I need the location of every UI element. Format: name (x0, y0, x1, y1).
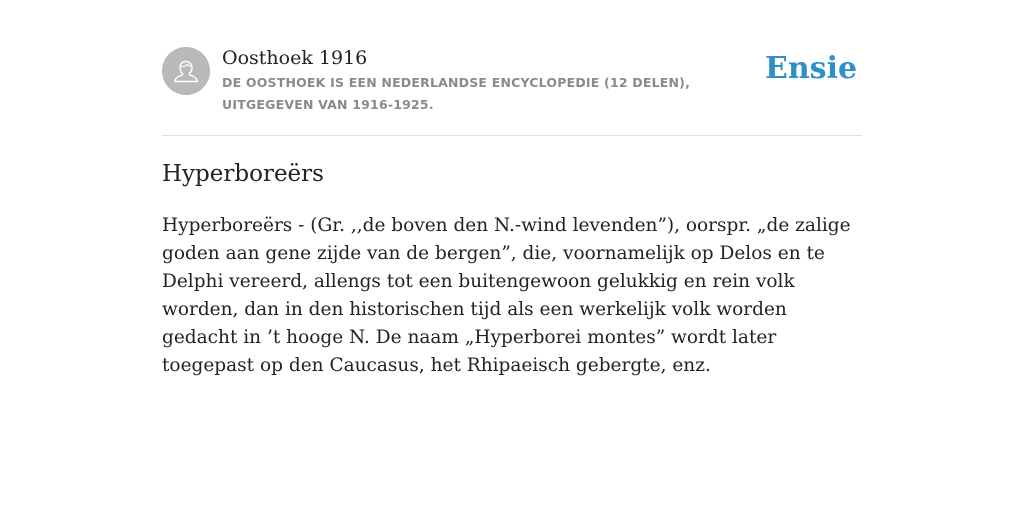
source-avatar[interactable] (162, 47, 210, 95)
source-header (162, 0, 862, 136)
entry-body: Hyperboreërs - (Gr. ,,de boven den N.-wind levenden”), oorspr. „de zalige goden aan gene zijde van de bergen”, die, voornamelijk op Delos en te Delphi vereerd, allengs tot een buitengewoon gelukkig en rein volk worden, dan in den historischen tijd als een werkelijk volk worden gedacht in ’t hooge N. De naam „Hyperborei montes” wordt later toegepast op den Caucasus, het Rhipaeisch gebergte, enz. (162, 215, 851, 376)
source-description: DE OOSTHOEK IS EEN NEDERLANDSE ENCYCLOPEDIE (12 DELEN), UITGEGEVEN VAN 1916-1925. (222, 75, 691, 112)
user-silhouette-icon (162, 47, 210, 95)
ensie-logo[interactable]: Ensie (765, 51, 858, 86)
source-title[interactable]: Oosthoek 1916 (222, 47, 368, 69)
entry-title: Hyperboreërs (162, 161, 324, 187)
